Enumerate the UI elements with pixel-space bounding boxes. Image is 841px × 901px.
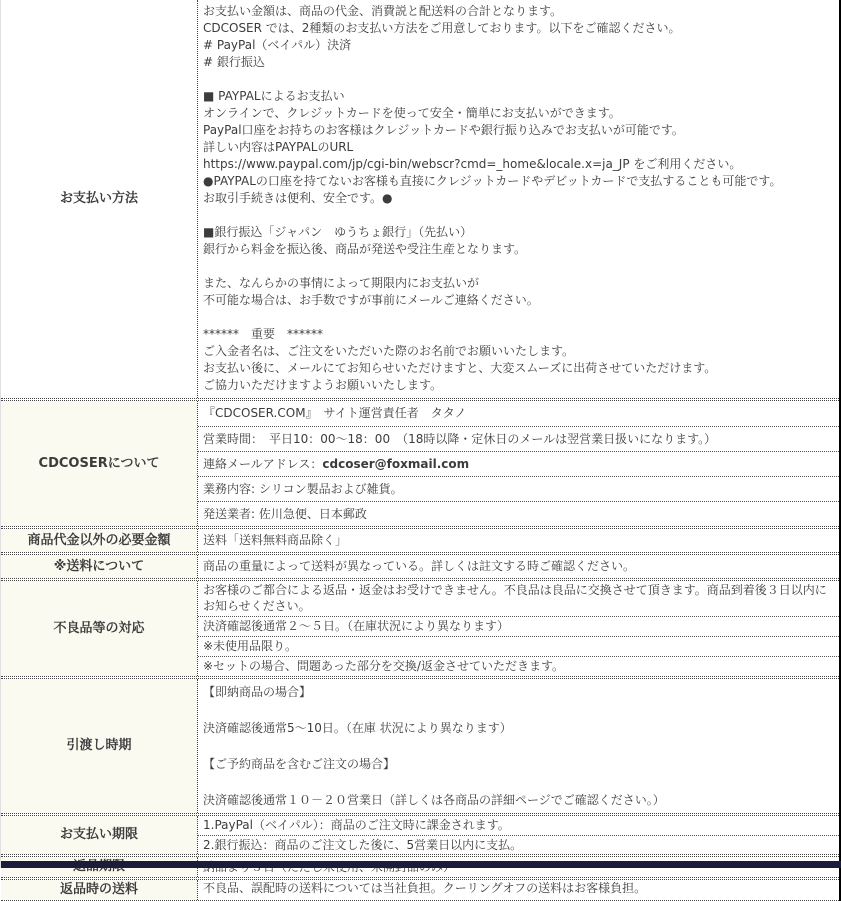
text-line — [203, 773, 834, 791]
shop-info-table — [1, 0, 841, 901]
text-line: ●PAYPALの口座を持てないお客様も直接にクレジットカードやデビットカードで支払することも可能です。 — [203, 174, 782, 188]
row-content-payment-deadline — [198, 816, 839, 854]
table-row-extra-fees — [1, 528, 839, 553]
text-line: ※未使用品限り。 — [203, 639, 298, 653]
content-cell — [198, 0, 839, 398]
text-line: ご入金者名は、ご注文をいただいた際のお名前でお願いいたします。 — [203, 344, 575, 358]
row-header-about-cdcoser: CDCOSERについて — [1, 401, 198, 526]
row-content-shipping-fee — [198, 555, 839, 578]
text-line: 商品の重量によって送料が異なっている。詳しくは註文する時ご確認ください。 — [203, 559, 636, 573]
table-row-shipping-fee — [1, 554, 839, 579]
text-line: 決済確認後通常２～５日。（在庫状況により異なります） — [203, 619, 510, 633]
content-cell — [198, 426, 839, 451]
row-content-extra-fees — [198, 529, 839, 552]
content-cell — [198, 401, 839, 426]
row-content-about-cdcoser — [198, 401, 839, 526]
text-line: ※セットの場合、問題あった部分を交換/返金させていただきます。 — [203, 659, 565, 673]
text-line: # PayPal（ベイパル）決済 — [203, 38, 352, 52]
text-line: 『CDCOSER.COM』 サイト運営責任者 タタノ — [203, 406, 467, 420]
contact-email: cdcoser@foxmail.com — [322, 456, 470, 471]
table-row-about-cdcoser — [1, 400, 839, 527]
row-content-defective-items — [198, 581, 839, 676]
row-content-delivery-time — [198, 679, 839, 813]
row-content-return-shipping — [198, 880, 839, 900]
text-line: 決済確認後通常１０－２０営業日（詳しくは各商品の詳細ページでご確認ください。） — [203, 793, 665, 807]
text-line — [203, 71, 834, 88]
table-row-defective-items — [1, 580, 839, 677]
text-line: ■ PAYPALによるお支払い — [203, 89, 345, 103]
text-line — [203, 207, 834, 224]
text-line: CDCOSER では、2種類のお支払い方法をご用意しております。以下をご確認ください。 — [203, 21, 681, 35]
footer-bar — [1, 861, 841, 868]
content-cell — [198, 656, 839, 676]
row-header-extra-fees: 商品代金以外の必要金額 — [1, 529, 198, 552]
text-line: 2.銀行振込：商品のご注文した後に、5営業日以内に支払。 — [203, 838, 523, 852]
text-line: ご協力いただけますようお願いいたします。 — [203, 378, 443, 392]
row-header-return-shipping: 返品時の送料 — [1, 880, 198, 900]
row-header-payment-method: お支払い方法 — [1, 0, 198, 398]
text-line — [203, 258, 834, 275]
text-line: オンラインで、クレジットカードを使って安全・簡単にお支払いができます。 — [203, 106, 621, 120]
content-cell — [198, 476, 839, 501]
row-header-defective-items: 不良品等の対応 — [1, 581, 198, 676]
content-cell — [198, 616, 839, 636]
text-line: 不良品、誤配時の送料については当社負担。クーリングオフの送料はお客様負担。 — [203, 881, 647, 895]
text-line: 決済確認後通常5～10日。（在庫 状況により異なります） — [203, 721, 512, 735]
text-line: # 銀行振込 — [203, 55, 265, 69]
text-line: お支払い金額は、商品の代金、消費説と配送料の合計となります。 — [203, 4, 563, 18]
content-cell — [198, 835, 839, 854]
text-line: お取引手続きは便利、安全です。● — [203, 191, 393, 205]
row-header-delivery-time: 引渡し時期 — [1, 679, 198, 813]
text-line: 【即納商品の場合】 — [203, 685, 312, 699]
text-line: 1.PayPal（ベイパル）：商品のご注文時に課金されます。 — [203, 818, 510, 832]
content-cell — [198, 679, 839, 813]
text-line: 連絡メールアドレス：cdcoser@foxmail.com — [203, 456, 470, 471]
row-header-shipping-fee: ※送料について — [1, 555, 198, 578]
text-line: ■銀行振込「ジャパン ゆうちょ銀行」（先払い） — [203, 225, 473, 239]
content-cell — [198, 636, 839, 656]
table-row-delivery-time — [1, 678, 839, 814]
table-row-payment-method — [1, 0, 839, 399]
row-header-payment-deadline: お支払い期限 — [1, 816, 198, 854]
text-line — [203, 309, 834, 326]
content-cell — [198, 555, 839, 578]
table-row-return-shipping — [1, 879, 839, 901]
content-cell — [198, 501, 839, 526]
content-cell — [198, 880, 839, 900]
content-cell — [198, 451, 839, 476]
text-line: 業務内容: シリコン製品および雑貨。 — [203, 481, 403, 496]
text-line: ****** 重要 ****** — [203, 327, 324, 341]
table-row-payment-deadline — [1, 815, 839, 855]
text-line: 発送業者: 佐川急便、日本郵政 — [203, 506, 367, 521]
row-content-payment-method — [198, 0, 839, 398]
text-line: 【ご予約商品を含むご注文の場合】 — [203, 757, 396, 771]
content-cell — [198, 816, 839, 835]
text-line — [203, 737, 834, 755]
text-line: お支払い後に、メールにてお知らせいただけますと、大変スムーズに出荷させていただけます。 — [203, 361, 717, 375]
text-line: お客様のご都合による返品・返金はお受けできません。不良品は良品に交換させて頂きます。商品到着後３日以内にお知らせください。 — [203, 583, 827, 613]
text-line: PayPal口座をお持ちのお客様はクレジットカードや銀行振り込みでお支払いが可能です。 — [203, 123, 684, 137]
text-line: また、なんらかの事情によって期限内にお支払いが — [203, 276, 480, 290]
text-line: 不可能な場合は、お手数ですが事前にメールご連絡ください。 — [203, 293, 539, 307]
text-line: 詳しい内容はPAYPALのURL — [203, 140, 354, 154]
text-line: 送料「送料無料商品除く」 — [203, 533, 348, 547]
text-line: 銀行から料金を振込後、商品が発送や受注生産となります。 — [203, 242, 527, 256]
text-line — [203, 701, 834, 719]
content-cell — [198, 529, 839, 552]
text-line: https://www.paypal.com/jp/cgi-bin/webscr?cmd=_home&locale.x=ja_JP をご利用ください。 — [203, 157, 742, 171]
text-line: 営業時間： 平日10：00～18：00 （18時以降・定休日のメールは翌営業日扱いになります。） — [203, 431, 717, 446]
content-cell — [198, 581, 839, 616]
